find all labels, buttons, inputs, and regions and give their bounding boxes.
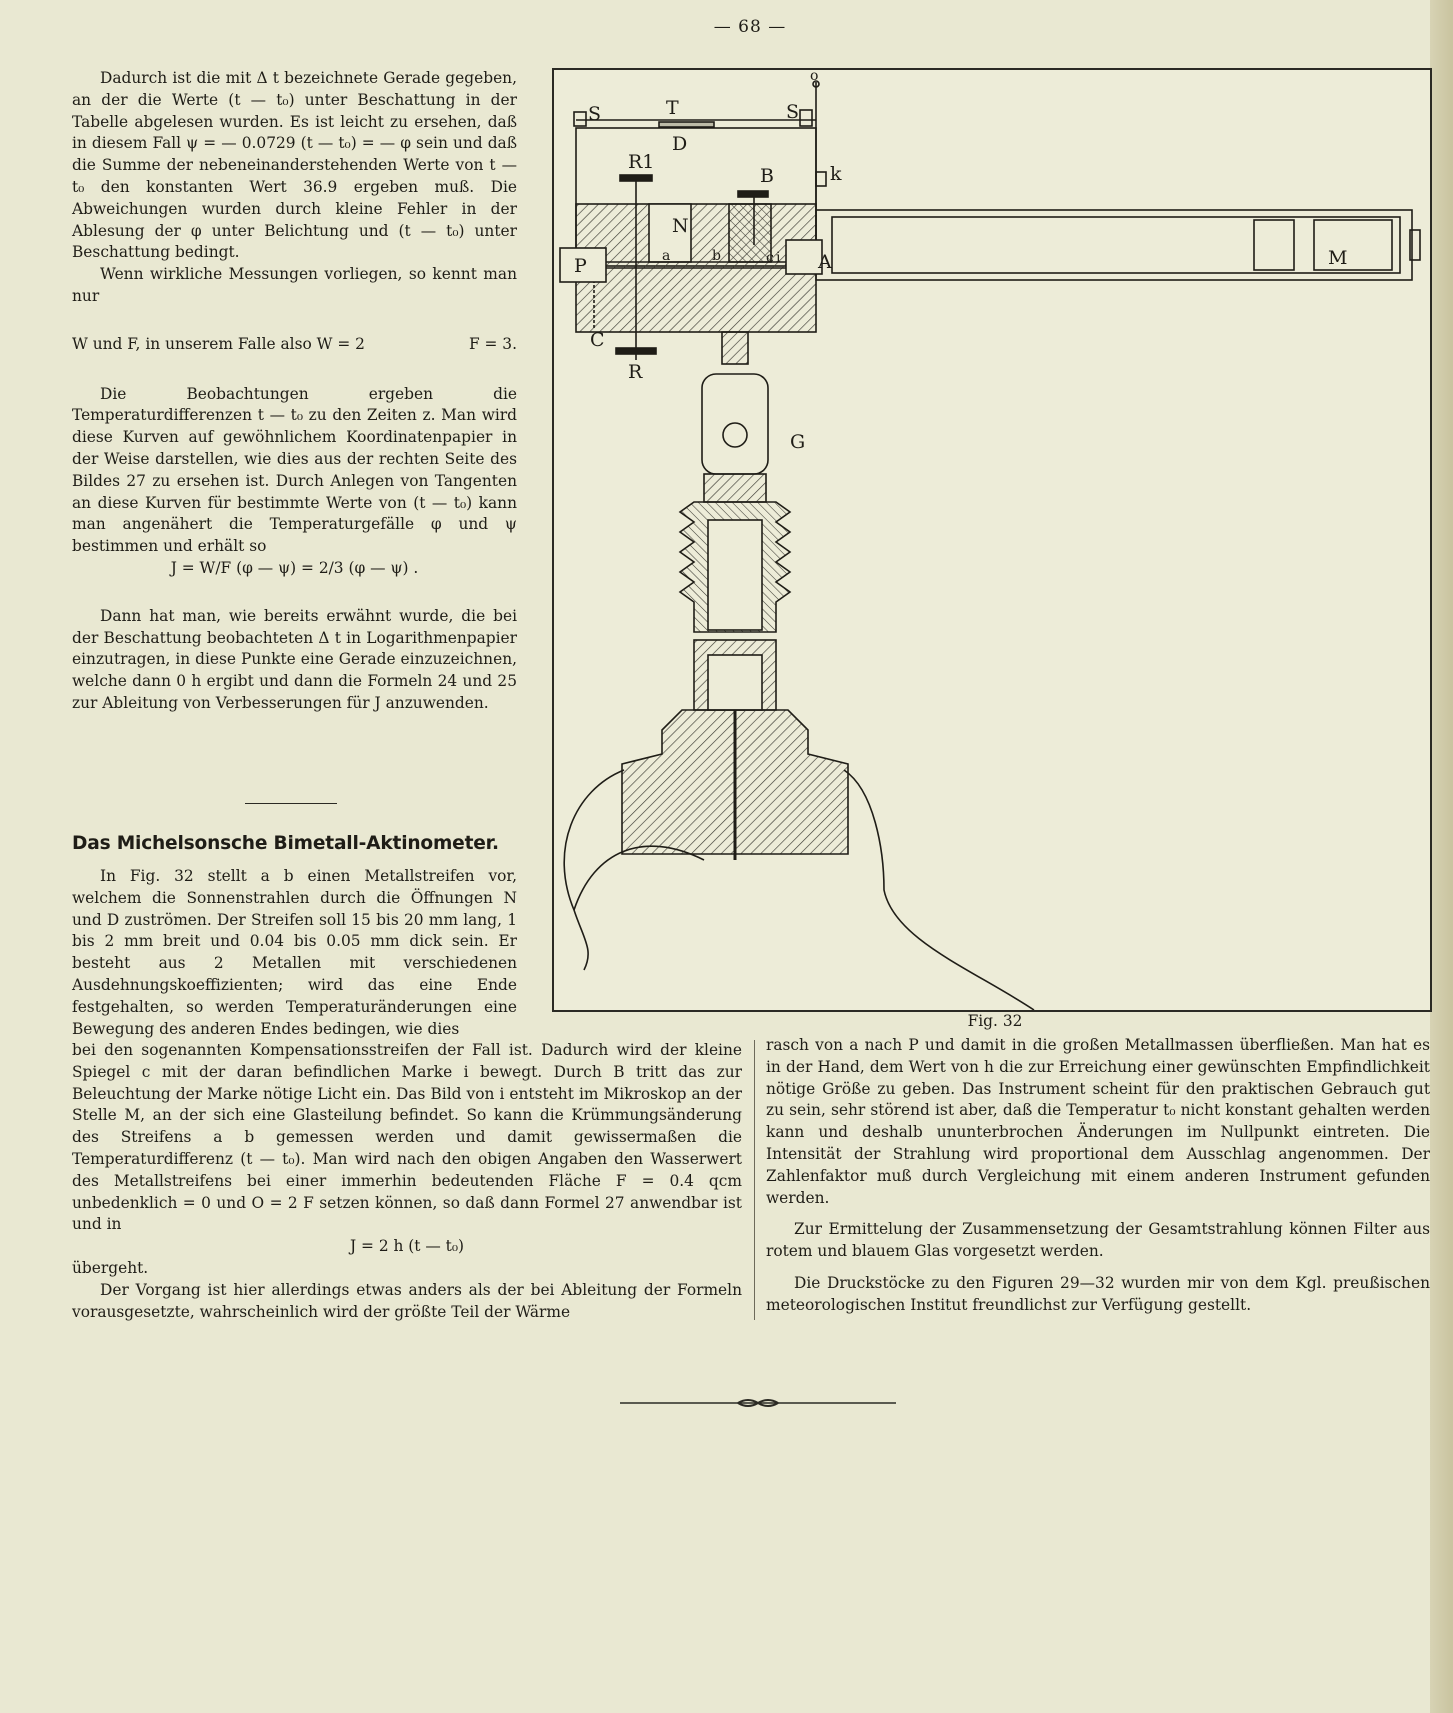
label-b: b bbox=[712, 248, 721, 264]
label-i: i bbox=[776, 250, 781, 266]
formula-w-f-left: W und F, in unserem Falle also W = 2 bbox=[72, 334, 365, 353]
label-N: N bbox=[672, 215, 689, 237]
section-divider bbox=[245, 803, 337, 804]
bottom-left-column bbox=[72, 1040, 742, 1323]
aktinometer-diagram bbox=[554, 70, 1430, 1010]
formula-j-2h: J = 2 h (t — t₀) bbox=[349, 1237, 465, 1256]
paragraph: Dadurch ist die mit Δ t bezeichnete Gerade gegeben, an der die Werte (t — t₀) unter Beschattung in der Tabelle abgelesen wurden. Es ist leicht zu ersehen, daß in diesem Fall ψ = — 0.0729 (t — t₀) = — φ sein und daß die Summe der nebeneinanderstehenden Werte von t — t₀ den konstanten Wert 36.9 ergeben muß. Die Abweichungen wurden durch kleine Fehler in der Ablesung der φ unter Belichtung und (t — t₀) unter Beschattung bedingt. bbox=[72, 69, 517, 262]
label-T: T bbox=[666, 97, 679, 119]
label-o: o bbox=[810, 70, 819, 84]
paragraph: Die Druckstöcke zu den Figuren 29—32 wurden mir von dem Kgl. preußischen meteorologischen Institut freundlichst zur Verfügung gestellt. bbox=[766, 1273, 1430, 1314]
label-R: R bbox=[628, 361, 643, 383]
page-number: — 68 — bbox=[713, 17, 787, 37]
formula-w-f bbox=[72, 334, 517, 356]
paragraph: Der Vorgang ist hier allerdings etwas anders als der bei Ableitung der Formeln vorausgesetzte, wahrscheinlich wird der größte Teil der Wärme bbox=[72, 1280, 742, 1321]
figure-32 bbox=[552, 68, 1432, 1012]
column-divider bbox=[754, 1040, 755, 1320]
label-D: D bbox=[672, 133, 688, 155]
label-R1: R1 bbox=[628, 151, 655, 173]
label-k: k bbox=[830, 163, 842, 185]
bottom-right-column bbox=[766, 1035, 1430, 1317]
left-column-mid bbox=[72, 866, 517, 1040]
formula-j: J = W/F (φ — ψ) = 2/3 (φ — ψ) . bbox=[170, 558, 419, 577]
page-edge bbox=[1430, 0, 1453, 1713]
paragraph: Zur Ermittelung der Zusammensetzung der Gesamtstrahlung können Filter aus rotem und blauem Glas vorgesetzt werden. bbox=[766, 1220, 1430, 1261]
coupling-G bbox=[702, 374, 768, 474]
label-c: c bbox=[766, 250, 774, 266]
label-M: M bbox=[1328, 247, 1348, 269]
label-G: G bbox=[790, 431, 806, 453]
paragraph: Die Beobachtungen ergeben die Temperaturdifferenzen t — t₀ zu den Zeiten z. Man wird diese Kurven auf gewöhnlichem Koordinatenpapier in der Weise darstellen, wie dies aus der rechten Seite des Bildes 27 zu ersehen ist. Durch Anlegen von Tangenten an diese Kurven für bestimmte Werte von (t — t₀) kann man angenähert die Temperaturgefälle φ und ψ bestimmen und erhält so bbox=[72, 384, 517, 556]
formula-w-f-right: F = 3. bbox=[468, 334, 517, 353]
label-S1: S bbox=[588, 103, 602, 125]
paragraph: Wenn wirkliche Messungen vorliegen, so kennt man nur bbox=[72, 265, 517, 305]
figure-caption: Fig. 32 bbox=[967, 1012, 1023, 1030]
label-A: A bbox=[818, 251, 832, 273]
left-column-top bbox=[72, 68, 517, 715]
label-a: a bbox=[662, 248, 671, 264]
end-ornament bbox=[620, 1396, 896, 1410]
paragraph: In Fig. 32 stellt a b einen Metallstreifen vor, welchem die Sonnenstrahlen durch die Öffnungen N und D zuströmen. Der Streifen soll 15 bis 20 mm lang, 1 bis 2 mm breit und 0.04 bis 0.05 mm dick sein. Er besteht aus 2 Metallen mit verschiedenen Ausdehnungskoeffizienten; wird das eine Ende festgehalten, so werden Temperaturänderungen eine Bewegung des anderen Endes bedingen, wie dies bbox=[72, 867, 517, 1038]
paragraph: bei den sogenannten Kompensationsstreifen der Fall ist. Dadurch wird der kleine Spiegel c mit der daran befindlichen Marke i bewegt. Durch B tritt das zur Beleuchtung der Marke nötige Licht ein. Das Bild von i entsteht im Mikroskop an der Stelle M, an der sich eine Glasteilung befindet. So kann die Krümmungsänderung des Streifens a b gemessen werden und damit gewissermaßen die Temperaturdifferenz (t — t₀). Man wird nach den obigen Angaben den Wasserwert des Metallstreifens bei einer immerhin bedeutenden Fläche F = 0.4 qcm unbedenklich = 0 und O = 2 F setzen können, so daß dann Formel 27 anwendbar ist und in bbox=[72, 1041, 742, 1234]
paragraph: Dann hat man, wie bereits erwähnt wurde, die bei der Beschattung beobachteten Δ t in Logarithmenpapier einzutragen, in diese Punkte eine Gerade einzuzeichnen, welche dann 0 h ergibt und dann die Formeln 24 und 25 zur Ableitung von Verbesserungen für J anzuwenden. bbox=[72, 606, 517, 712]
label-S2: S bbox=[786, 101, 800, 123]
label-P: P bbox=[574, 255, 587, 277]
label-C: C bbox=[590, 329, 605, 351]
paragraph-lead: übergeht. bbox=[72, 1258, 149, 1277]
paragraph: rasch von a nach P und damit in die großen Metallmassen überfließen. Man hat es in der Hand, dem Wert von h die zur Erreichung einer gewünschten Empfindlichkeit nötige Größe zu geben. Das Instrument scheint für den praktischen Gebrauch gut zu sein, sehr störend ist aber, daß die Temperatur t₀ nicht konstant gehalten werden kann und deshalb ununterbrochen Änderungen im Nullpunkt eintreten. Die Intensität der Strahlung wird proportional dem Ausschlag angenommen. Der Zahlenfaktor muß durch Vergleichung mit einem anderen Instrument gefunden werden. bbox=[766, 1036, 1430, 1207]
label-B: B bbox=[760, 165, 774, 187]
section-title: Das Michelsonsche Bimetall-Aktinometer. bbox=[72, 833, 499, 854]
